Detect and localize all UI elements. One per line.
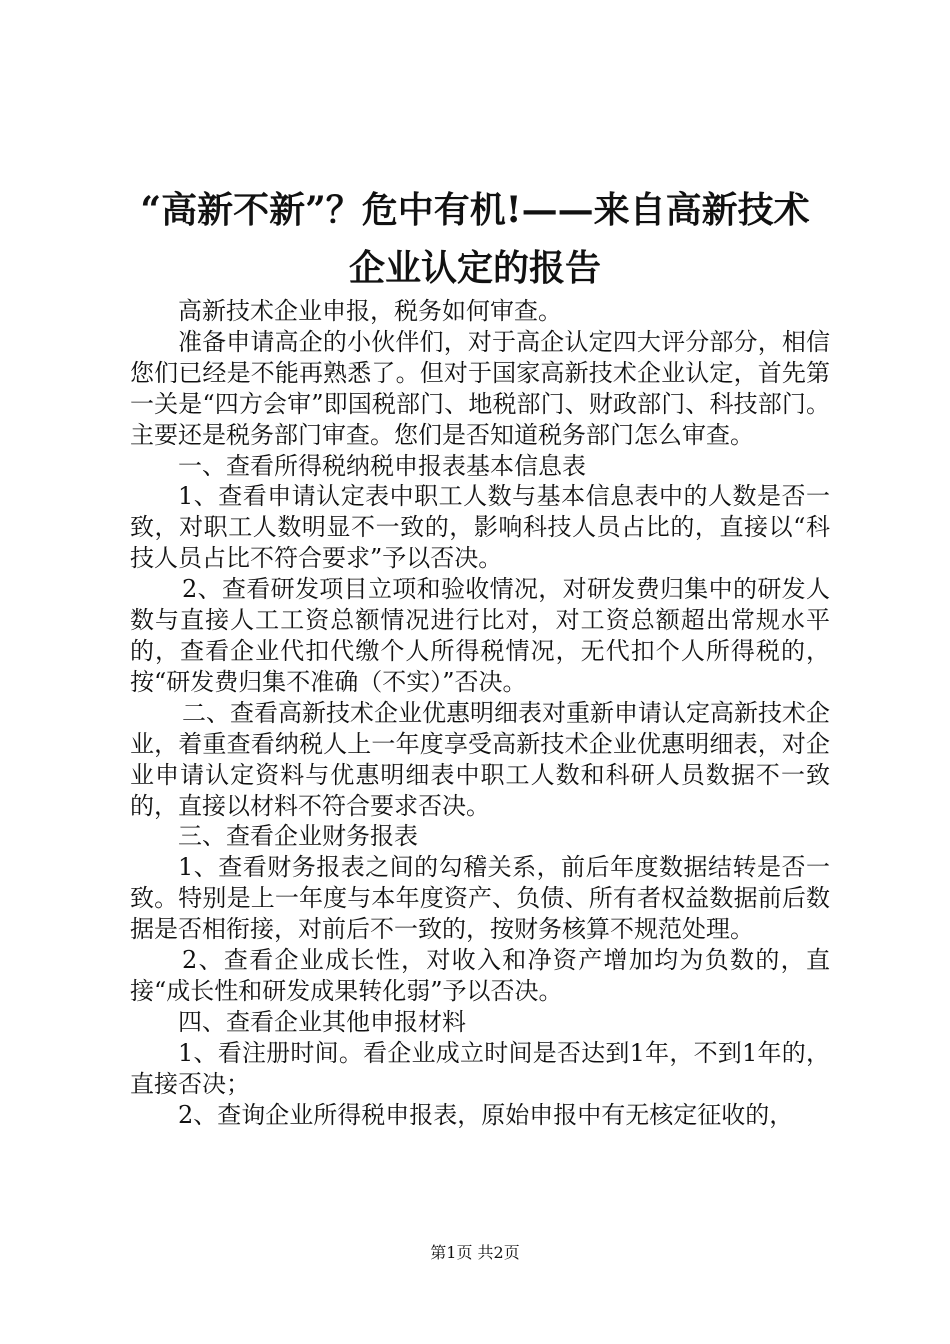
- paragraph: 2、查看企业成长性，对收入和净资产增加均为负数的，直接“成长性和研发成果转化弱”予以否决。: [130, 946, 830, 1005]
- document-title-line-1: “高新不新”？危中有机!——来自高新技术: [140, 189, 810, 231]
- paragraph: 2、查看研发项目立项和验收情况，对研发费归集中的研发人数与直接人工工资总额情况进行比对，对工资总额超出常规水平的，查看企业代扣代缴个人所得税情况，无代扣个人所得税的，按“研发费归集不准确（不实）”否决。: [130, 575, 830, 696]
- page-footer: 第1页 共2页: [430, 1243, 520, 1262]
- document-title-line-2: 企业认定的报告: [348, 247, 601, 289]
- document-body: [130, 296, 830, 1130]
- section-heading: 四、查看企业其他申报材料: [178, 1007, 466, 1036]
- section-heading: 一、查看所得税纳税申报表基本信息表: [178, 451, 586, 480]
- section-heading: 三、查看企业财务报表: [178, 822, 418, 851]
- paragraph: 高新技术企业申报，税务如何审查。: [178, 297, 562, 325]
- paragraph: 1、查看财务报表之间的勾稽关系，前后年度数据结转是否一致。特别是上一年度与本年度资产、负债、所有者权益数据前后数据是否相衔接，对前后不一致的，按财务核算不规范处理。: [130, 853, 830, 944]
- paragraph: 二、查看高新技术企业优惠明细表对重新申请认定高新技术企业，着重查看纳税人上一年度享受高新技术企业优惠明细表，对企业申请认定资料与优惠明细表中职工人数和科研人员数据不一致的，直接以材料不符合要求否决。: [130, 698, 830, 820]
- paragraph: 1、查看申请认定表中职工人数与基本信息表中的人数是否一致，对职工人数明显不一致的，影响科技人员占比的，直接以“科技人员占比不符合要求”予以否决。: [130, 482, 830, 573]
- paragraph: 1、看注册时间。看企业成立时间是否达到1年，不到1年的，直接否决；: [130, 1038, 830, 1098]
- paragraph: 2、查询企业所得税申报表，原始申报中有无核定征收的，: [178, 1100, 794, 1129]
- paragraph: 准备申请高企的小伙伴们，对于高企认定四大评分部分，相信您们已经是不能再熟悉了。但对于国家高新技术企业认定，首先第一关是“四方会审”即国税部门、地税部门、财政部门、科技部门。主要还是税务部门审查。您们是否知道税务部门怎么审查。: [130, 327, 830, 449]
